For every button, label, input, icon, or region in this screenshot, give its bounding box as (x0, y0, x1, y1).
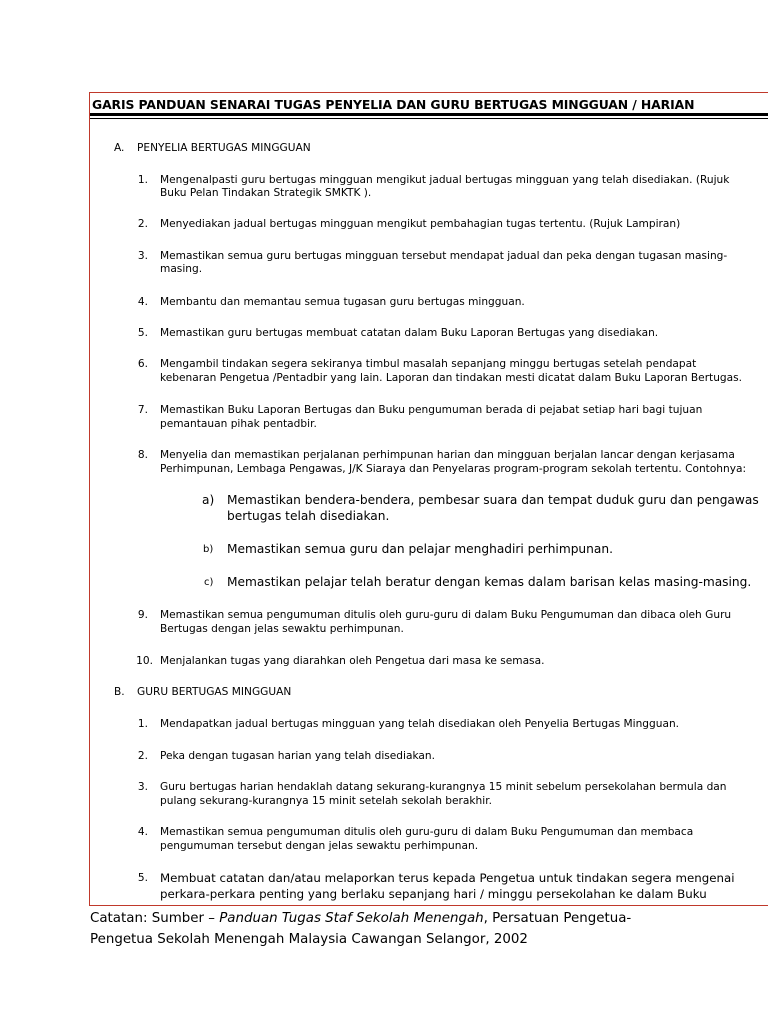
sub-list-line: Memastikan bendera-bendera, pembesar suara dan tempat duduk guru dan pengawas (227, 493, 759, 507)
list-item-line: Mengenalpasti guru bertugas mingguan mengikut jadual bertugas mingguan yang telah disediakan. (Rujuk (160, 174, 730, 186)
list-number: 3. (137, 781, 148, 793)
list-item-line: Menjalankan tugas yang diarahkan oleh Pengetua dari masa ke semasa. (160, 655, 545, 667)
sub-list-line: Memastikan semua guru dan pelajar menghadiri perhimpunan. (227, 542, 613, 556)
source-note (90, 908, 631, 950)
section-a-heading: PENYELIA BERTUGAS MINGGUAN (137, 142, 311, 154)
list-number: 7. (137, 404, 148, 416)
source-note-title: Panduan Tugas Staf Sekolah Menengah (219, 911, 484, 926)
document-frame (89, 92, 768, 906)
list-item-line: Memastikan semua pengumuman ditulis oleh guru-guru di dalam Buku Pengumuman dan membaca (160, 826, 694, 838)
list-item-line: masing. (160, 263, 203, 275)
list-item-line: Mendapatkan jadual bertugas mingguan yang telah disediakan oleh Penyelia Bertugas Mingguan. (160, 718, 680, 730)
list-item-line: Menyelia dan memastikan perjalanan perhimpunan harian dan mingguan berjalan lancar dengan kerjasama (160, 449, 735, 461)
source-note-line-2: Pengetua Sekolah Menengah Malaysia Cawangan Selangor, 2002 (90, 932, 528, 947)
list-item-line: Peka dengan tugasan harian yang telah disediakan. (160, 750, 435, 762)
source-note-prefix: Catatan: Sumber – (90, 911, 220, 926)
list-item-line: pulang sekurang-kurangnya 15 minit setelah sekolah berakhir. (160, 795, 492, 807)
list-number: 1. (137, 718, 148, 730)
list-item-line: Memastikan semua pengumuman ditulis oleh guru-guru di dalam Buku Pengumuman dan dibaca oleh Guru (160, 609, 732, 621)
list-number: 6. (137, 358, 148, 370)
list-item-line: Membuat catatan dan/atau melaporkan terus kepada Pengetua untuk tindakan segera mengenai (160, 871, 735, 885)
list-number: 10. (136, 655, 153, 667)
list-item-line: Buku Pelan Tindakan Strategik SMKTK ). (160, 187, 372, 199)
title-rule-thick (90, 113, 768, 116)
list-item-line: Membantu dan memantau semua tugasan guru bertugas mingguan. (160, 296, 525, 308)
list-item-line: pemantauan pihak pentadbir. (160, 418, 317, 430)
sub-list-label: c) (204, 577, 214, 588)
list-number: 3. (137, 250, 148, 262)
list-item-line: pengumuman tersebut dengan jelas sewaktu perhimpunan. (160, 840, 479, 852)
list-item-line: kebenaran Pengetua /Pentadbir yang lain. Laporan dan tindakan mesti dicatat dalam Buku Laporan Bertugas. (160, 372, 743, 384)
list-item-line: Memastikan semua guru bertugas mingguan tersebut mendapat jadual dan peka dengan tugasan masing- (160, 250, 728, 262)
list-number: 2. (137, 750, 148, 762)
list-item-line: Perhimpunan, Lembaga Pengawas, J/K Siaraya dan Penyelaras program-program sekolah tertentu. Contohnya: (160, 463, 747, 475)
list-number: 1. (137, 174, 148, 186)
list-item-line: Bertugas dengan jelas sewaktu perhimpunan. (160, 623, 404, 635)
list-item-line: Memastikan Buku Laporan Bertugas dan Buku pengumuman berada di pejabat setiap hari bagi tujuan (160, 404, 703, 416)
list-item-line: Guru bertugas harian hendaklah datang sekurang-kurangnya 15 minit sebelum persekolahan bermula dan (160, 781, 727, 793)
list-number: 5. (137, 327, 148, 339)
section-b-heading: GURU BERTUGAS MINGGUAN (137, 686, 292, 698)
sub-list-label: b) (203, 544, 214, 555)
list-number: 9. (137, 609, 148, 621)
source-note-suffix: , Persatuan Pengetua- (483, 911, 632, 926)
sub-list-line: Memastikan pelajar telah beratur dengan kemas dalam barisan kelas masing-masing. (227, 575, 752, 589)
source-note-line-1 (90, 908, 631, 929)
sub-list-line: bertugas telah disediakan. (227, 509, 390, 523)
list-number: 4. (137, 826, 148, 838)
document-title: GARIS PANDUAN SENARAI TUGAS PENYELIA DAN GURU BERTUGAS MINGGUAN / HARIAN (92, 97, 695, 112)
list-number: 5. (137, 872, 148, 884)
list-item-line: Memastikan guru bertugas membuat catatan dalam Buku Laporan Bertugas yang disediakan. (160, 327, 659, 339)
section-a-letter: A. (114, 142, 125, 154)
list-number: 2. (137, 218, 148, 230)
list-item-line: Mengambil tindakan segera sekiranya timbul masalah sepanjang minggu bertugas setelah pendapat (160, 358, 697, 370)
sub-list-label: a) (202, 493, 215, 507)
title-rule-thin (90, 118, 768, 119)
list-item-line: perkara-perkara penting yang berlaku sepanjang hari / minggu persekolahan ke dalam Buku (160, 887, 707, 901)
section-b-letter: B. (114, 686, 125, 698)
list-number: 4. (137, 296, 148, 308)
list-number: 8. (137, 449, 148, 461)
list-item-line: Menyediakan jadual bertugas mingguan mengikut pembahagian tugas tertentu. (Rujuk Lampiran) (160, 218, 681, 230)
